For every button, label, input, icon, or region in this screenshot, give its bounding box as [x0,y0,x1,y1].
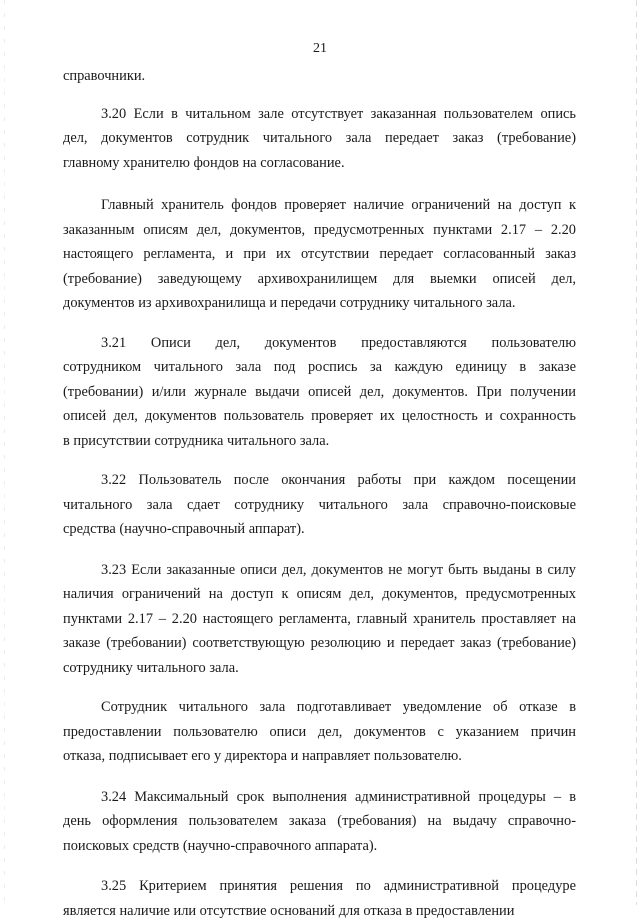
paragraph-gap [63,858,576,874]
text-line: день оформления пользователем заказа (требования) на выдачу справочно- [63,809,576,834]
text-line: отказа, подписывает его у директора и направляет пользователю. [63,744,576,769]
text-line: предоставлении пользователю описи дел, документов с указанием причин [63,720,576,745]
text-line: сотрудником читального зала под роспись за каждую единицу в заказе [63,355,576,380]
text-line: настоящего регламента, и при их отсутствии передает согласованный заказ [63,242,576,267]
text-line: Главный хранитель фондов проверяет наличие ограничений на доступ к [63,193,576,218]
text-line: сотруднику читального зала. [63,656,576,681]
paragraph-gap [63,769,576,785]
text-line: читального зала сдает сотруднику читального зала справочно-поисковые [63,493,576,518]
text-line: описей дел, документов пользователь проверяет их целостность и сохранность [63,404,576,429]
paragraph [63,193,576,316]
page-number: 21 [0,41,640,57]
text-line: 3.24 Максимальный срок выполнения административной процедуры – в [63,785,576,810]
paragraph-gap [63,175,576,193]
text-line: заказе (требовании) соответствующую резолюцию и передает заказ (требование) [63,631,576,656]
paragraph [63,331,576,454]
paragraph [63,874,576,923]
text-line: 3.20 Если в читальном зале отсутствует заказанная пользователем опись [63,102,576,127]
text-line: документов из архивохранилища и передачи сотруднику читального зала. [63,291,576,316]
text-line: является наличие или отсутствие оснований для отказа в предоставлении [63,899,576,923]
paragraph-gap [63,316,576,331]
text-line: поисковых средств (научно-справочного аппарата). [63,834,576,859]
text-line: 3.21 Описи дел, документов предоставляются пользователю [63,331,576,356]
text-line: пунктами 2.17 – 2.20 настоящего регламента, главный хранитель проставляет на [63,607,576,632]
text-line: средства (научно-справочный аппарат). [63,517,576,542]
text-line: (требовании) и/или журнале выдачи описей дел, документов. При получении [63,380,576,405]
paragraph-gap [63,89,576,102]
text-line: справочники. [63,64,576,89]
paragraph [63,695,576,769]
text-line: 3.25 Критерием принятия решения по административной процедуре [63,874,576,899]
text-line: дел, документов сотрудник читального зала передает заказ (требование) [63,126,576,151]
paragraph [63,64,576,89]
text-line: (требование) заведующему архивохранилищем для выемки описей дел, [63,267,576,292]
paragraph-gap [63,453,576,468]
document-body [63,64,576,923]
text-line: заказанным описям дел, документов, предусмотренных пунктами 2.17 – 2.20 [63,218,576,243]
text-line: главному хранителю фондов на согласование. [63,151,576,176]
scan-edge-left [4,0,5,905]
paragraph [63,785,576,859]
paragraph [63,468,576,542]
text-line: наличия ограничений на доступ к описям дел, документов, предусмотренных [63,582,576,607]
text-line: 3.22 Пользователь после окончания работы при каждом посещении [63,468,576,493]
scan-edge-right [636,0,637,905]
paragraph-gap [63,680,576,695]
paragraph-gap [63,542,576,558]
text-line: в присутствии сотрудника читального зала. [63,429,576,454]
paragraph [63,102,576,176]
text-line: Сотрудник читального зала подготавливает уведомление об отказе в [63,695,576,720]
paragraph [63,558,576,681]
text-line: 3.23 Если заказанные описи дел, документов не могут быть выданы в силу [63,558,576,583]
